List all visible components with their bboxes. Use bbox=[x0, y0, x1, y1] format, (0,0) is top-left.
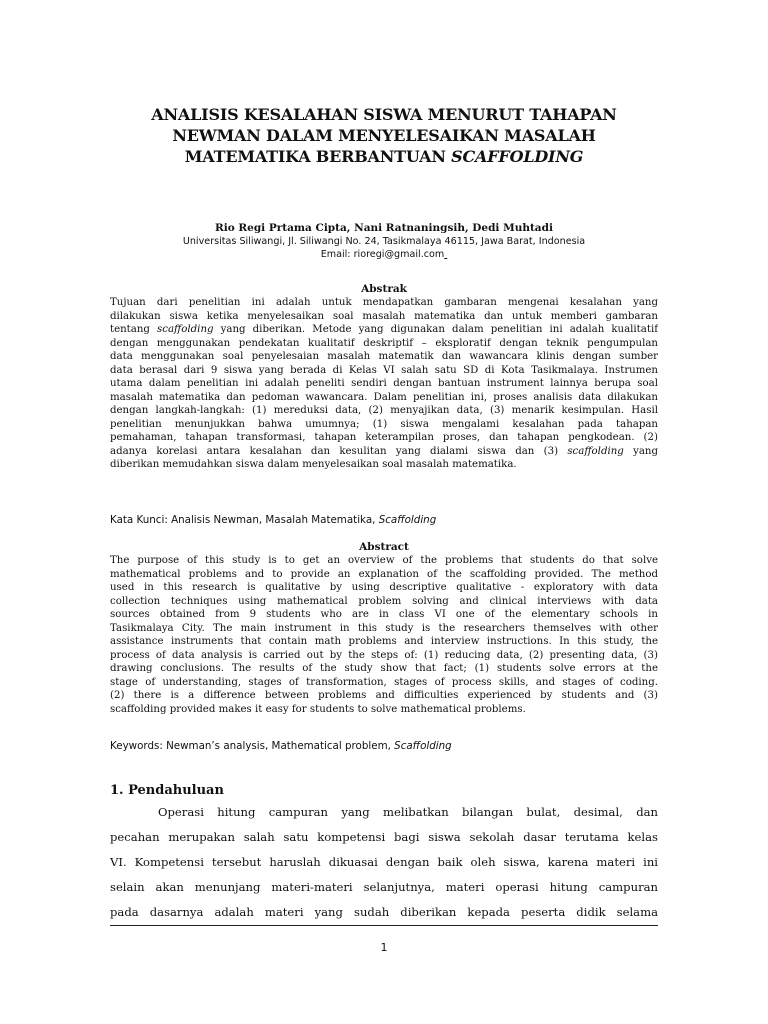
email-underline bbox=[444, 249, 447, 260]
keywords-text: Newman’s analysis, Mathematical problem, bbox=[162, 740, 395, 752]
email bbox=[110, 248, 658, 261]
kata-kunci-label: Kata Kunci: bbox=[110, 514, 168, 526]
text-line: data berasal dari 9 siswa yang berada di Kelas VI salah satu SD di Kota Tasikmalaya. Instrumen bbox=[110, 364, 658, 376]
italic-term: scaffolding bbox=[157, 324, 214, 335]
text-line: assistance instruments that contain math problems and interview instructions. In this study, the bbox=[110, 636, 658, 647]
text-line: penelitian menunjukkan bahwa umumnya; (1) siswa mengalami kesalahan pada tahapan bbox=[110, 418, 658, 430]
text-line: VI. Kompetensi tersebut haruslah dikuasai dengan baik oleh siswa, karena materi ini bbox=[110, 855, 658, 869]
text-line: scaffolding provided makes it easy for students to solve mathematical problems. bbox=[110, 703, 526, 715]
footer-rule bbox=[110, 925, 658, 926]
text-line: Tujuan dari penelitian ini adalah untuk mendapatkan gambaran mengenai kesalahan yang bbox=[110, 297, 658, 308]
text-line bbox=[110, 323, 658, 337]
title-line-text: MATEMATIKA BERBANTUAN bbox=[184, 147, 452, 166]
title-line: NEWMAN DALAM MENYELESAIKAN MASALAH bbox=[172, 126, 596, 145]
text-line: sources obtained from 9 students who are in class VI one of the elementary schools in bbox=[110, 609, 658, 620]
text-line: pecahan merupakan salah satu kompetensi bagi siswa sekolah dasar terutama kelas bbox=[110, 830, 658, 844]
abstrak-heading: Abstrak bbox=[361, 283, 407, 295]
text-line: dengan langkah-langkah: (1) mereduksi data, (2) menyajikan data, (3) menarik kesimpulan. Hasil bbox=[110, 405, 658, 416]
title-line bbox=[110, 146, 658, 167]
text-line: diberikan memudahkan siswa dalam menyelesaikan soal masalah matematika. bbox=[110, 459, 517, 470]
text-line: Operasi hitung campuran yang melibatkan bilangan bulat, desimal, dan bbox=[158, 805, 658, 819]
text-line: collection techniques using mathematical problem solving and clinical interviews with data bbox=[110, 595, 658, 607]
text-line: selain akan menunjang materi-materi selanjutnya, materi operasi hitung campuran bbox=[110, 880, 658, 894]
keywords-label: Keywords: bbox=[110, 740, 163, 752]
keywords bbox=[110, 739, 658, 753]
italic-term: scaffolding bbox=[567, 445, 624, 457]
text-segment: yang bbox=[623, 445, 658, 457]
keywords-italic: Scaffolding bbox=[394, 740, 452, 752]
email-text: Email: rioregi@gmail.com bbox=[320, 249, 445, 260]
section-body bbox=[110, 800, 658, 925]
abstract-heading: Abstract bbox=[359, 541, 409, 553]
text-line: The purpose of this study is to get an overview of the problems that students do that solve bbox=[110, 555, 658, 566]
paper-title bbox=[110, 104, 658, 167]
authors: Rio Regi Prtama Cipta, Nani Ratnaningsih, Dedi Muhtadi bbox=[215, 222, 553, 234]
text-line: data menggunakan soal penyelesaian masalah matematik dan wawancara klinis dengan sumber bbox=[110, 351, 658, 362]
text-line: process of data analysis is carried out by the steps of: (1) reducing data, (2) presenting data, (3) bbox=[110, 649, 658, 661]
page-number: 1 bbox=[380, 941, 388, 954]
text-line: (2) there is a difference between problems and difficulties experienced by students and (3) bbox=[110, 690, 658, 701]
abstrak-body bbox=[110, 296, 658, 472]
text-line: stage of understanding, stages of transformation, stages of process skills, and stages of coding. bbox=[110, 676, 658, 688]
text-line: dilakukan siswa ketika menyelesaikan soal masalah matematika dan untuk memberi gambaran bbox=[110, 310, 658, 322]
section-title: 1. Pendahuluan bbox=[110, 783, 224, 798]
text-segment: tentang bbox=[110, 324, 158, 335]
text-line: mathematical problems and to provide an explanation of the scaffolding provided. The method bbox=[110, 568, 658, 580]
affiliation: Universitas Siliwangi, Jl. Siliwangi No. 24, Tasikmalaya 46115, Jawa Barat, Indonesia bbox=[182, 236, 586, 247]
text-line: masalah matematika dan pedoman wawancara. Dalam penelitian ini, proses analisis data dilakukan bbox=[110, 391, 658, 403]
text-segment: adanya korelasi antara kesalahan dan kesulitan yang dialami siswa dan (3) bbox=[110, 445, 568, 457]
abstract-body bbox=[110, 554, 658, 716]
kata-kunci-italic: Scaffolding bbox=[378, 514, 437, 526]
text-line bbox=[110, 445, 658, 459]
text-line: Tasikmalaya City. The main instrument in this study is the researchers themselves with other bbox=[110, 622, 658, 634]
text-line: dengan menggunakan pendekatan kualitatif deskriptif – eksploratif dengan teknik pengumpulan bbox=[110, 337, 658, 349]
text-segment: yang diberikan. Metode yang digunakan dalam penelitian ini adalah kualitatif bbox=[213, 324, 658, 335]
title-italic: SCAFFOLDING bbox=[451, 147, 584, 166]
kata-kunci-text: Analisis Newman, Masalah Matematika, bbox=[167, 514, 379, 526]
kata-kunci bbox=[110, 513, 658, 527]
text-line: used in this research is qualitative by using descriptive qualitative - exploratory with data bbox=[110, 582, 658, 593]
title-line: ANALISIS KESALAHAN SISWA MENURUT TAHAPAN bbox=[151, 105, 617, 124]
text-line: utama dalam penelitian ini adalah peneliti sendiri dengan bantuan instrument lainnya berupa soal bbox=[110, 378, 658, 389]
text-line: pemahaman, tahapan transformasi, tahapan keterampilan proses, dan tahapan pengkodean. (2) bbox=[110, 432, 658, 443]
text-line: pada dasarnya adalah materi yang sudah diberikan kepada peserta didik selama bbox=[110, 905, 658, 919]
text-line: drawing conclusions. The results of the study show that fact; (1) students solve errors at the bbox=[110, 663, 658, 674]
